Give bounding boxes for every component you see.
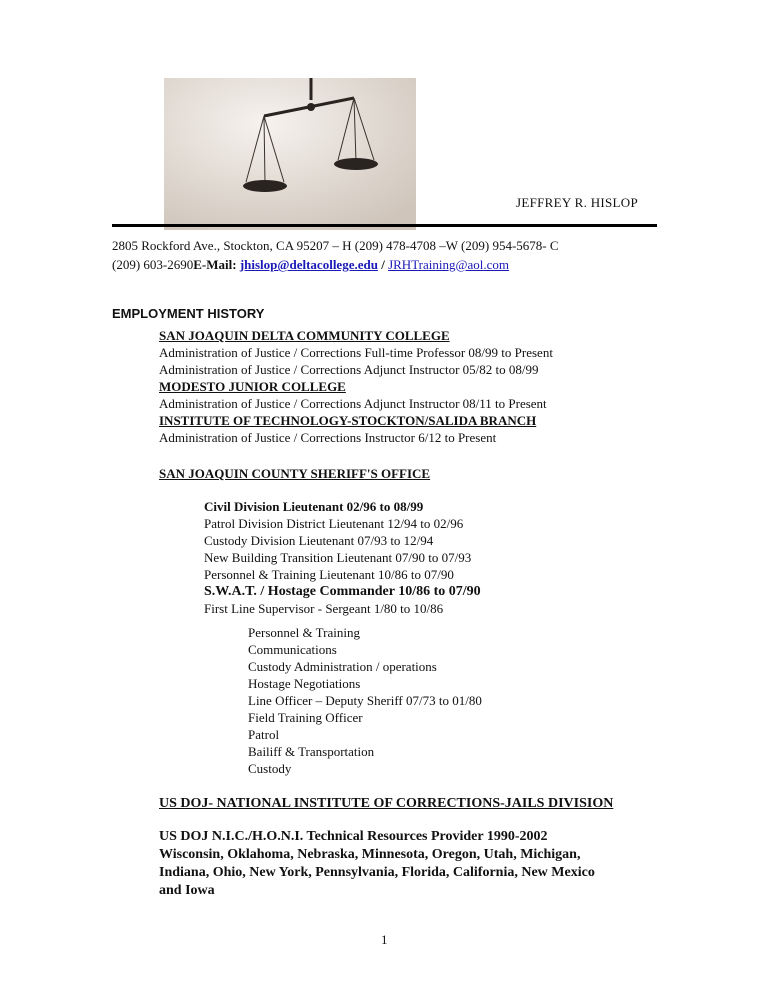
- position-line: First Line Supervisor - Sergeant 1/80 to 10/86: [204, 601, 444, 616]
- doj-title: US DOJ N.I.C./H.O.N.I. Technical Resources Provider 1990-2002: [159, 829, 548, 844]
- org-heading: MODESTO JUNIOR COLLEGE: [159, 379, 346, 394]
- position-line: Personnel & Training Lieutenant 10/86 to 07/90: [204, 567, 454, 582]
- doj-org-heading: [159, 795, 719, 812]
- email-separator: /: [381, 257, 385, 272]
- position-line: Patrol Division District Lieutenant 12/94 to 02/96: [204, 516, 464, 531]
- sub-item: Communications: [248, 642, 337, 657]
- cell-phone-tail: (209) 603-2690: [112, 257, 194, 272]
- doj-states-line: Wisconsin, Oklahoma, Nebraska, Minnesota, Oregon, Utah, Michigan,: [159, 847, 581, 862]
- org-heading: INSTITUTE OF TECHNOLOGY-STOCKTON/SALIDA BRANCH: [159, 413, 537, 428]
- job-line: Administration of Justice / Corrections Full-time Professor 08/99 to Present: [159, 345, 553, 360]
- sheriff-org-heading: [159, 465, 679, 482]
- contact-email-line: [112, 255, 672, 274]
- sheriff-positions: [204, 498, 664, 617]
- sub-item: Hostage Negotiations: [248, 676, 361, 691]
- header-divider: [112, 224, 657, 227]
- scales-icon: [164, 78, 416, 230]
- email-link-aol[interactable]: JRHTraining@aol.com: [388, 257, 509, 272]
- page-number: 1: [381, 932, 388, 947]
- sub-item: Personnel & Training: [248, 625, 360, 640]
- position-line: New Building Transition Lieutenant 07/90 to 07/93: [204, 550, 472, 565]
- contact-address-line: 2805 Rockford Ave., Stockton, CA 95207 – H (209) 478-4708 –W (209) 954-5678- C: [112, 238, 559, 253]
- scales-of-justice-photo: [164, 78, 416, 230]
- sub-item: Patrol: [248, 727, 280, 742]
- position-line: Civil Division Lieutenant 02/96 to 08/99: [204, 499, 424, 514]
- sergeant-sub-items: [248, 624, 668, 777]
- org-heading: SAN JOAQUIN COUNTY SHERIFF'S OFFICE: [159, 466, 431, 481]
- position-line: Custody Division Lieutenant 07/93 to 12/94: [204, 533, 434, 548]
- job-line: Administration of Justice / Corrections Adjunct Instructor 05/82 to 08/99: [159, 362, 539, 377]
- email-link-delta[interactable]: jhislop@deltacollege.edu: [239, 257, 378, 272]
- resume-name: JEFFREY R. HISLOP: [516, 195, 639, 210]
- org-heading: SAN JOAQUIN DELTA COMMUNITY COLLEGE: [159, 328, 450, 343]
- job-line: Administration of Justice / Corrections Instructor 6/12 to Present: [159, 430, 497, 445]
- sub-item: Line Officer – Deputy Sheriff 07/73 to 01/80: [248, 693, 482, 708]
- doj-details: [159, 828, 719, 900]
- job-line: Administration of Justice / Corrections Adjunct Instructor 08/11 to Present: [159, 396, 547, 411]
- contact-info: [112, 236, 672, 274]
- sub-item: Custody Administration / operations: [248, 659, 437, 674]
- position-line: S.W.A.T. / Hostage Commander 10/86 to 07/90: [204, 584, 481, 599]
- sub-item: Bailiff & Transportation: [248, 744, 375, 759]
- sub-item: Custody: [248, 761, 292, 776]
- doj-states-line: Indiana, Ohio, New York, Pennsylvania, Florida, California, New Mexico: [159, 865, 595, 880]
- email-label: E-Mail:: [193, 257, 237, 272]
- doj-states-line: and Iowa: [159, 883, 215, 898]
- org-heading: US DOJ- NATIONAL INSTITUTE OF CORRECTIONS-JAILS DIVISION: [159, 796, 614, 811]
- colleges-block: [159, 327, 679, 446]
- sub-item: Field Training Officer: [248, 710, 363, 725]
- employment-history-heading: EMPLOYMENT HISTORY: [112, 306, 265, 321]
